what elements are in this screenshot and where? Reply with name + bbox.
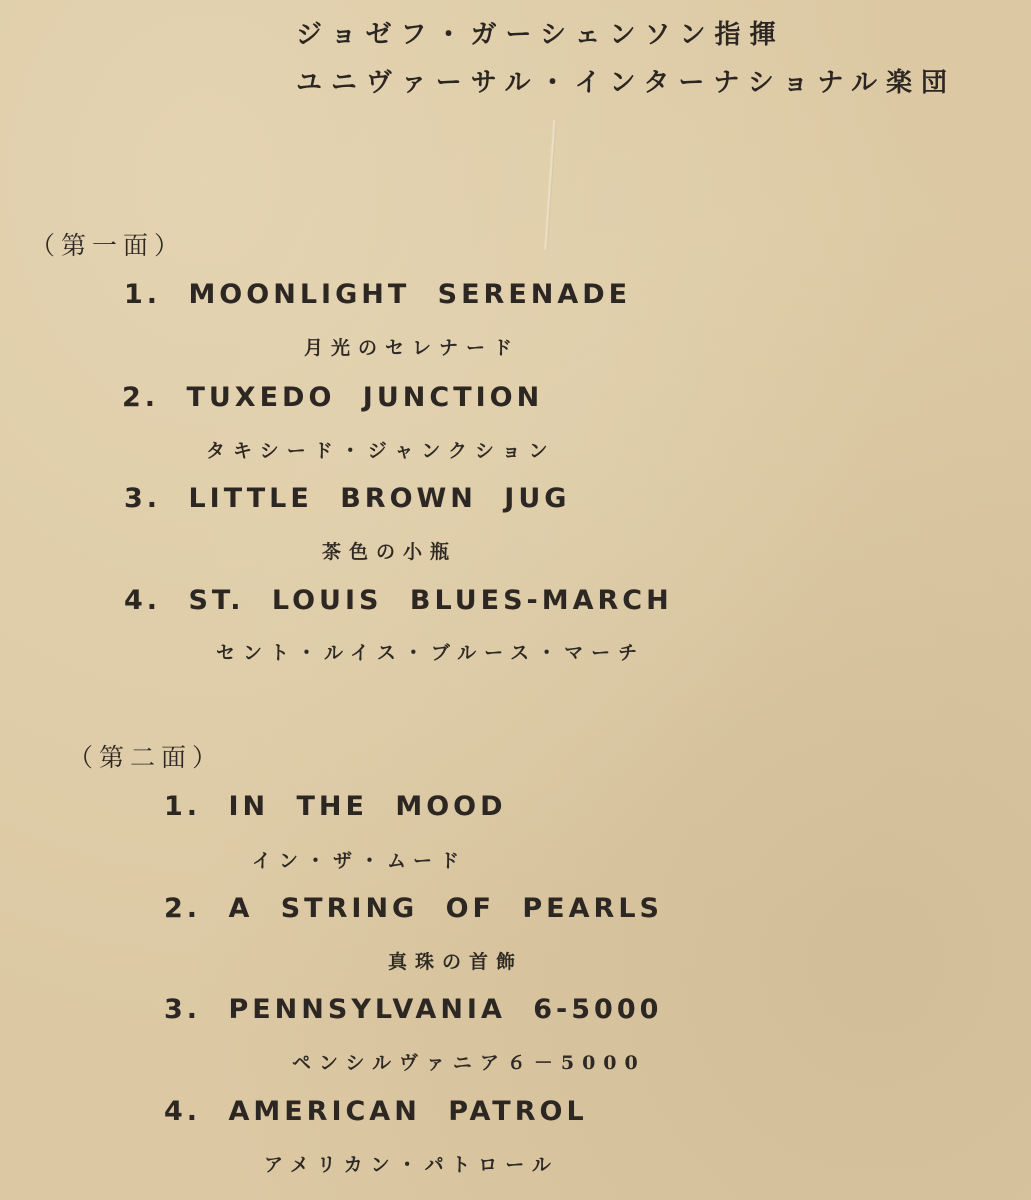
track-title-en: 4. ST. LOUIS BLUES-MARCH: [124, 585, 673, 616]
side-b-label: （第二面）: [68, 743, 224, 772]
side-a-label: （第一面）: [30, 231, 186, 260]
track-title-ja: 真珠の首飾: [388, 951, 524, 973]
track-title-ja: タキシード・ジャンクション: [206, 440, 556, 462]
orchestra-credit: ユニヴァーサル・インターナショナル楽団: [296, 68, 957, 98]
track-title-en: 1. MOONLIGHT SERENADE: [124, 279, 632, 310]
track-title-ja: 月光のセレナード: [304, 337, 521, 359]
track-title-en: 4. AMERICAN PATROL: [164, 1096, 588, 1127]
track-title-ja: アメリカン・パトロール: [264, 1154, 559, 1176]
track-title-ja: イン・ザ・ムード: [252, 850, 468, 872]
track-title-ja: 茶色の小瓶: [322, 541, 458, 563]
track-title-ja: ペンシルヴァニア６－5000: [292, 1052, 646, 1074]
track-title-en: 3. PENNSYLVANIA 6-5000: [164, 994, 663, 1025]
track-title-en: 2. A STRING OF PEARLS: [164, 893, 663, 924]
track-title-ja: セント・ルイス・ブルース・マーチ: [216, 642, 646, 664]
track-title-en: 3. LITTLE BROWN JUG: [124, 483, 571, 514]
paper-crease: [543, 120, 556, 250]
track-title-en: 1. IN THE MOOD: [164, 791, 507, 822]
conductor-credit: ジョゼフ・ガーシェンソン指揮: [296, 20, 785, 50]
track-title-en: 2. TUXEDO JUNCTION: [122, 382, 544, 413]
